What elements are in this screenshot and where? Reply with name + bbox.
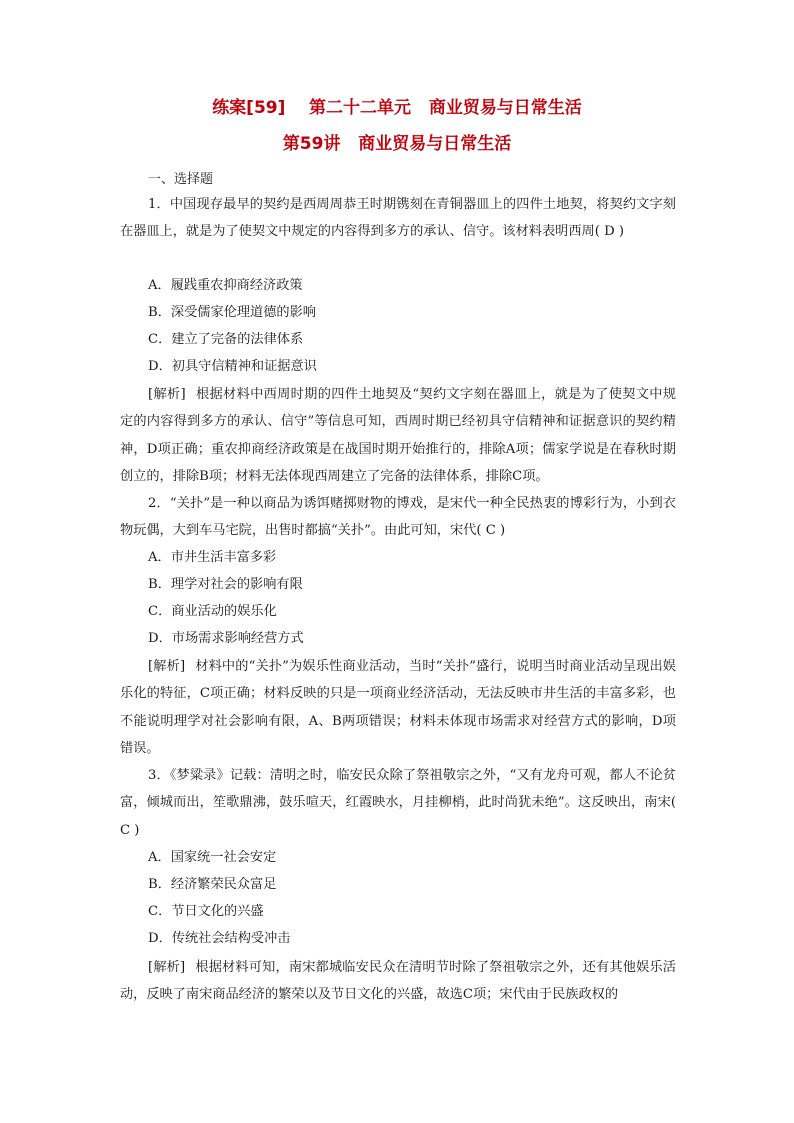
- question-3-option-a: A．国家统一社会安定: [148, 850, 277, 865]
- analysis-tag: [解析]: [148, 659, 186, 674]
- lesson-title: 第59讲 商业贸易与日常生活: [282, 134, 512, 154]
- unit-title: 练案[59] 第二十二单元 商业贸易与日常生活: [212, 98, 582, 118]
- question-3-option-b: B．经济繁荣民众富足: [148, 877, 277, 892]
- question-3-option-d: D．传统社会结构受冲击: [148, 931, 291, 946]
- analysis-text: 根据材料可知，南宋都城临安民众在清明节时除了祭祖敬宗之外，还有其他娱乐活动，反映了南宋商品经济的繁荣以及节日文化的兴盛，故选C项；宋代由于民族政权的: [120, 960, 676, 1003]
- question-2-stem: 2．“关扑”是一种以商品为诱饵赌掷财物的博戏，是宋代一种全民热衷的博彩行为，小到衣物玩偶，大到车马宅院，出售时都搞“关扑”。由此可知，宋代( C ): [120, 496, 676, 539]
- question-2-option-a: A．市井生活丰富多彩: [148, 550, 277, 565]
- section-heading: 一、选择题: [148, 172, 214, 187]
- question-2-analysis: [120, 653, 676, 763]
- question-3-stem: 3．《梦粱录》记载：清明之时，临安民众除了祭祖敬宗之外，“又有龙舟可观，都人不论贫富，倾城而出，笙歌鼎沸，鼓乐喧天，红霞映水，月挂柳梢，此时尚犹未绝”。这反映出，南宋( C ): [120, 768, 676, 838]
- analysis-text: 根据材料中西周时期的四件土地契及“契约文字刻在器皿上，就是为了使契文中规定的内容得到多方的承认、信守”等信息可知，西周时期已经初具守信精神和证据意识的契约精神，D项正确；重农抑商经济政策是在战国时期开始推行的，排除A项；儒家学说是在春秋时期创立的，排除B项；材料无法体现西周建立了完备的法律体系，排除C项。: [120, 387, 676, 485]
- question-1-option-c: C．建立了完备的法律体系: [148, 332, 304, 347]
- analysis-text: 材料中的“关扑”为娱乐性商业活动，当时“关扑”盛行，说明当时商业活动呈现出娱乐化的特征，C项正确；材料反映的只是一项商业经济活动，无法反映市井生活的丰富多彩，也不能说明理学对社会影响有限，A、B两项错误；材料未体现市场需求对经营方式的影响，D项错误。: [120, 659, 676, 757]
- question-3-option-c: C．节日文化的兴盛: [148, 904, 264, 919]
- question-1-analysis: [120, 381, 676, 491]
- question-1-option-b: B．深受儒家伦理道德的影响: [148, 305, 316, 320]
- question-2-option-b: B．理学对社会的影响有限: [148, 577, 303, 592]
- question-1-option-a: A．履践重农抑商经济政策: [148, 278, 303, 293]
- question-3-analysis: [120, 954, 676, 1009]
- question-2-option-c: C．商业活动的娱乐化: [148, 604, 277, 619]
- analysis-tag: [解析]: [148, 960, 186, 975]
- question-2-option-d: D．市场需求影响经营方式: [148, 631, 304, 646]
- question-1-stem: 1．中国现存最早的契约是西周周恭王时期镌刻在青铜器皿上的四件土地契，将契约文字刻在器皿上，就是为了使契文中规定的内容得到多方的承认、信守。该材料表明西周( D ): [120, 197, 676, 240]
- question-1-option-d: D．初具守信精神和证据意识: [148, 359, 317, 374]
- analysis-tag: [解析]: [148, 387, 186, 402]
